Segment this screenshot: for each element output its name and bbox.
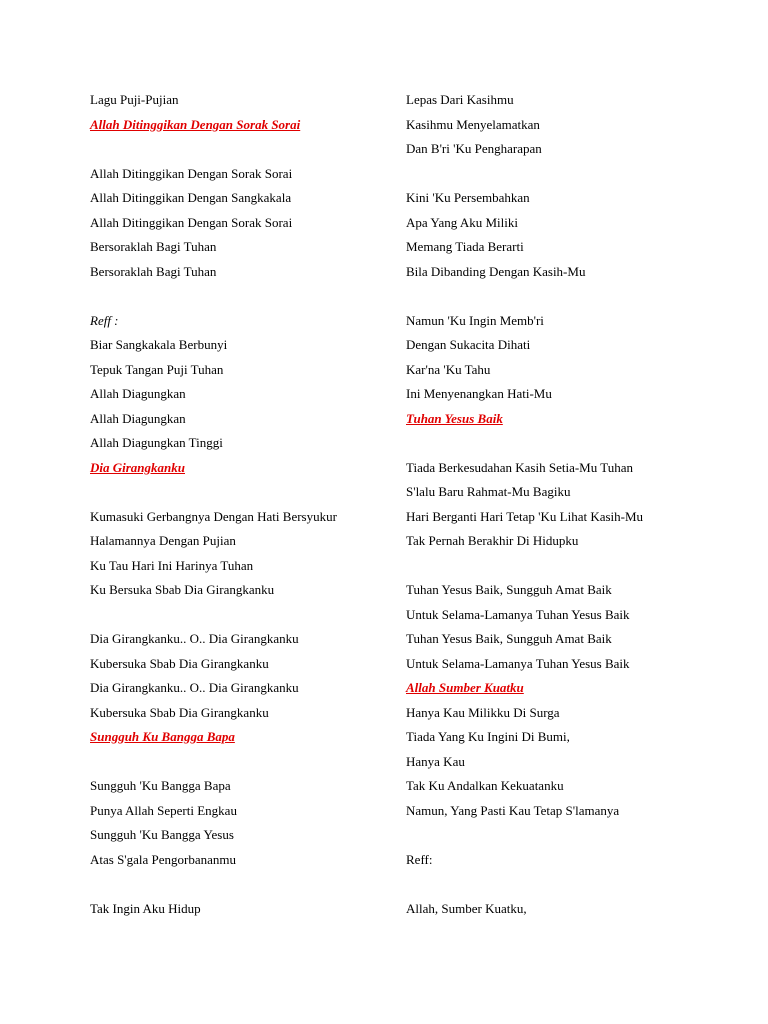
lyric-line: Tepuk Tangan Puji Tuhan [90,361,224,377]
lyric-line: Tiada Berkesudahan Kasih Setia-Mu Tuhan [406,459,634,475]
reff-label: Reff : [90,312,119,328]
lyric-line: Tak Pernah Berakhir Di Hidupku [406,533,579,548]
lyric-line: Hari Berganti Hari Tetap 'Ku Lihat Kasih-Mu [406,508,644,524]
lyric-line: S'lalu Baru Rahmat-Mu Bagiku [406,484,571,499]
lyric-line: Tuhan Yesus Baik, Sungguh Amat Baik [406,631,612,646]
spacer [90,872,390,897]
song-heading-tuhan-yesus-baik: Tuhan Yesus Baik [406,410,503,426]
spacer [406,431,736,456]
lyric-line: Allah Ditinggikan Dengan Sangkakala [90,190,292,205]
lyric-line: Apa Yang Aku Miliki [406,214,518,230]
lyric-line: Bersoraklah Bagi Tuhan [90,263,217,279]
lyric-line: Kasihmu Menyelamatkan [406,116,540,132]
song-heading-sungguh-ku-bangga-bapa: Sungguh Ku Bangga Bapa [90,729,235,744]
lyric-line: Lepas Dari Kasihmu [406,92,514,107]
lyric-line: Untuk Selama-Lamanya Tuhan Yesus Baik [406,655,630,671]
lyric-line: Biar Sangkakala Berbunyi [90,337,228,352]
lyric-line: Kubersuka Sbab Dia Girangkanku [90,655,269,671]
lyric-line: Atas S'gala Pengorbananmu [90,851,237,867]
spacer [90,480,390,505]
song-heading-dia-girangkanku: Dia Girangkanku [90,459,185,475]
lyric-line: Kubersuka Sbab Dia Girangkanku [90,704,269,720]
lyric-line: Sungguh 'Ku Bangga Yesus [90,827,234,842]
lyric-line: Dia Girangkanku.. O.. Dia Girangkanku [90,680,299,695]
lyric-line: Allah Ditinggikan Dengan Sorak Sorai [90,165,293,181]
doc-title: Lagu Puji-Pujian [90,92,179,107]
song-heading-allah-ditinggikan: Allah Ditinggikan Dengan Sorak Sorai [90,116,301,132]
lyric-line: Namun, Yang Pasti Kau Tetap S'lamanya [406,802,620,818]
lyric-line: Dia Girangkanku.. O.. Dia Girangkanku [90,631,299,646]
lyric-line: Ku Bersuka Sbab Dia Girangkanku [90,582,275,597]
lyric-line: Tuhan Yesus Baik, Sungguh Amat Baik [406,582,612,597]
lyric-line: Allah, Sumber Kuatku, [406,900,527,916]
lyric-line: Tak Ku Andalkan Kekuatanku [406,778,564,793]
reff-label: Reff: [406,851,433,867]
lyric-line: Ini Menyenangkan Hati-Mu [406,386,552,401]
song-heading-allah-sumber-kuatku: Allah Sumber Kuatku [406,680,524,695]
lyric-line: Sungguh 'Ku Bangga Bapa [90,778,231,793]
lyric-line: Allah Ditinggikan Dengan Sorak Sorai [90,214,293,230]
lyric-line: Ku Tau Hari Ini Harinya Tuhan [90,557,254,573]
spacer [90,284,390,309]
lyric-line: Bersoraklah Bagi Tuhan [90,239,217,254]
spacer [90,137,390,162]
lyric-line: Allah Diagungkan [90,386,186,401]
lyric-line: Tak Ingin Aku Hidup [90,900,201,916]
lyric-line: Kumasuki Gerbangnya Dengan Hati Bersyukur [90,508,337,524]
spacer [406,162,736,187]
lyric-line: Bila Dibanding Dengan Kasih-Mu [406,263,586,279]
spacer [406,284,736,309]
lyric-line: Dan B'ri 'Ku Pengharapan [406,141,542,156]
lyric-line: Allah Diagungkan [90,410,186,426]
left-column [90,88,390,921]
lyric-line: Hanya Kau [406,753,465,769]
spacer [406,554,736,579]
spacer [406,823,736,848]
spacer [90,750,390,775]
lyric-line: Untuk Selama-Lamanya Tuhan Yesus Baik [406,606,630,622]
lyric-line: Halamannya Dengan Pujian [90,533,236,548]
lyric-line: Kar'na 'Ku Tahu [406,361,491,377]
lyric-line: Kini 'Ku Persembahkan [406,190,530,205]
lyric-line: Hanya Kau Milikku Di Surga [406,704,560,720]
lyric-line: Dengan Sukacita Dihati [406,337,531,352]
lyric-line: Tiada Yang Ku Ingini Di Bumi, [406,729,570,744]
lyric-line: Memang Tiada Berarti [406,239,524,254]
right-column [406,88,736,921]
spacer [406,872,736,897]
lyric-line: Punya Allah Seperti Engkau [90,802,237,818]
lyric-line: Allah Diagungkan Tinggi [90,435,223,450]
lyric-line: Namun 'Ku Ingin Memb'ri [406,312,544,328]
spacer [90,603,390,628]
